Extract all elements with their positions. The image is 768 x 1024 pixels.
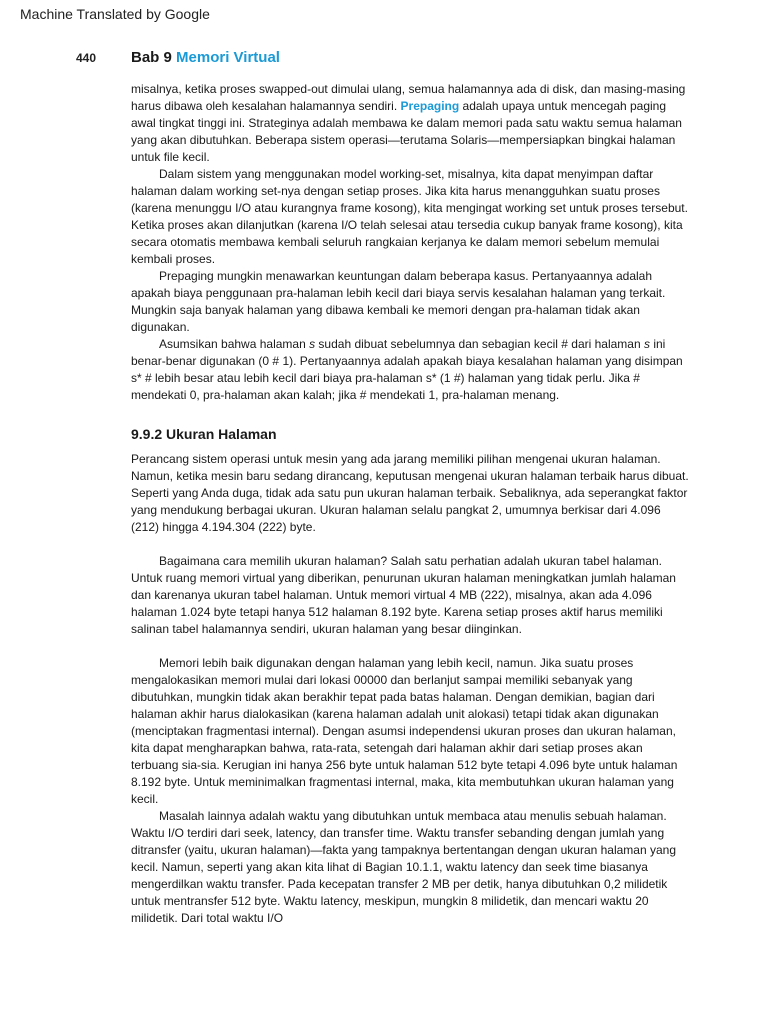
paragraph-1-text-b: adalah upaya untuk mencegah paging awal tingkat tinggi ini. Strateginya adalah membawa ke dalam memori pada satu waktu semua halaman yang akan dibutuhkan. Beberapa sistem operasi—terutama Solaris—mempersiapkan bingkai halaman untuk file kecil. [131, 99, 682, 164]
paragraph-4-text-c: ini benar-benar digunakan (0 # 1). Pertanyaannya adalah apakah biaya kesalahan halaman yang disimpan s* # lebih besar atau lebih kecil dari biaya pra-halaman s* (1 #) halaman yang tidak perlu. Jika # mendekati 0, pra-halaman akan kalah; jika # mendekati 1, pra-halaman menang. [131, 337, 683, 402]
paragraph-3: Prepaging mungkin menawarkan keuntungan dalam beberapa kasus. Pertanyaannya adalah apakah biaya penggunaan pra-halaman lebih kecil dari biaya servis kesalahan halaman yang terkait. Mungkin saja banyak halaman yang dibawa kembali ke memori dengan pra-halaman tidak akan digunakan. [131, 269, 666, 334]
chapter-label: Bab 9 [131, 49, 172, 66]
page-number: 440 [76, 51, 97, 65]
variable-s: s [643, 337, 650, 351]
section-paragraph-4: Masalah lainnya adalah waktu yang dibutuhkan untuk membaca atau menulis sebuah halaman. Waktu I/O terdiri dari seek, latency, dan transfer time. Waktu transfer sebanding dengan jumlah yang ditransfer (yaitu, ukuran halaman)—fakta yang tampaknya bertentangan dengan ukuran halaman yang kecil. Namun, seperti yang akan kita lihat di Bagian 10.1.1, waktu latency dan seek time biasanya mengerdilkan waktu transfer. Pada kecepatan transfer 2 MB per detik, hanya dibutuhkan 0,2 milidetik untuk mentransfer 512 byte. Waktu latency, meskipun, mungkin 8 milidetik, dan mencari waktu 20 milidetik. Dari total waktu I/O [131, 809, 677, 925]
chapter-title: Memori Virtual [176, 49, 280, 66]
page-content [131, 81, 691, 927]
paragraph-4-text-a: Asumsikan bahwa halaman [159, 337, 310, 351]
paragraph-4-text-b: sudah dibuat sebelumnya dan sebagian kecil # dari halaman [315, 337, 644, 351]
chapter-header [131, 49, 280, 66]
section-paragraph-1: Perancang sistem operasi untuk mesin yang ada jarang memiliki pilihan mengenai ukuran halaman. Namun, ketika mesin baru sedang dirancang, keputusan mengenai ukuran halaman terbaik harus dibuat. Seperti yang Anda duga, tidak ada satu pun ukuran halaman terbaik. Sebaliknya, ada seperangkat faktor yang mendukung berbagai ukuran. Ukuran halaman selalu pangkat 2, umumnya berkisar dari 4.096 (212) hingga 4.194.304 (222) byte. [131, 452, 689, 534]
translation-banner: Machine Translated by Google [20, 6, 210, 22]
section-paragraph-2: Bagaimana cara memilih ukuran halaman? Salah satu perhatian adalah ukuran tabel halaman. Untuk ruang memori virtual yang diberikan, penurunan ukuran halaman meningkatkan jumlah halaman dan karenanya ukuran tabel halaman. Untuk memori virtual 4 MB (222), misalnya, akan ada 4.096 halaman 1.024 byte tetapi hanya 512 halaman 8.192 byte. Karena setiap proses aktif harus memiliki salinan tabel halamannya sendiri, ukuran halaman yang besar diinginkan. [131, 554, 676, 636]
section-heading: 9.9.2 Ukuran Halaman [131, 426, 277, 442]
paragraph-4 [131, 336, 691, 404]
paragraph-1 [131, 81, 691, 166]
section-paragraph-3: Memori lebih baik digunakan dengan halaman yang lebih kecil, namun. Jika suatu proses mengalokasikan memori mulai dari lokasi 00000 dan berlanjut sampai memiliki sebanyak yang dibutuhkan, mungkin tidak akan berakhir tepat pada batas halaman. Dengan demikian, bagian dari halaman akhir harus dialokasikan (karena halaman adalah unit alokasi) tetapi tidak akan digunakan (menciptakan fragmentasi internal). Dengan asumsi independensi ukuran proses dan ukuran halaman, kita dapat mengharapkan bahwa, rata-rata, setengah dari halaman akhir dari setiap proses akan terbuang sia-sia. Kerugian ini hanya 256 byte untuk halaman 512 byte tetapi 4.096 byte untuk halaman 8.192 byte. Untuk meminimalkan fragmentasi internal, maka, kita membutuhkan ukuran halaman yang kecil. [131, 656, 678, 806]
paragraph-1-text-a: misalnya, ketika proses swapped-out dimulai ulang, semua halamannya ada di disk, dan masing-masing harus dibawa oleh kesalahan halamannya sendiri. [131, 82, 686, 113]
paragraph-2: Dalam sistem yang menggunakan model working-set, misalnya, kita dapat menyimpan daftar halaman dalam working set-nya dengan setiap proses. Jika kita harus menangguhkan suatu proses (karena menunggu I/O atau kurangnya frame kosong), kita mengingat working set untuk proses tersebut. Ketika proses akan dilanjutkan (karena I/O telah selesai atau tersedia cukup banyak frame kosong), kita secara otomatis membawa kembali seluruh rangkaian kerjanya ke dalam memori sebelum memulai kembali proses. [131, 167, 688, 266]
variable-s: s [309, 337, 316, 351]
term-prepaging: Prepaging [400, 99, 460, 113]
